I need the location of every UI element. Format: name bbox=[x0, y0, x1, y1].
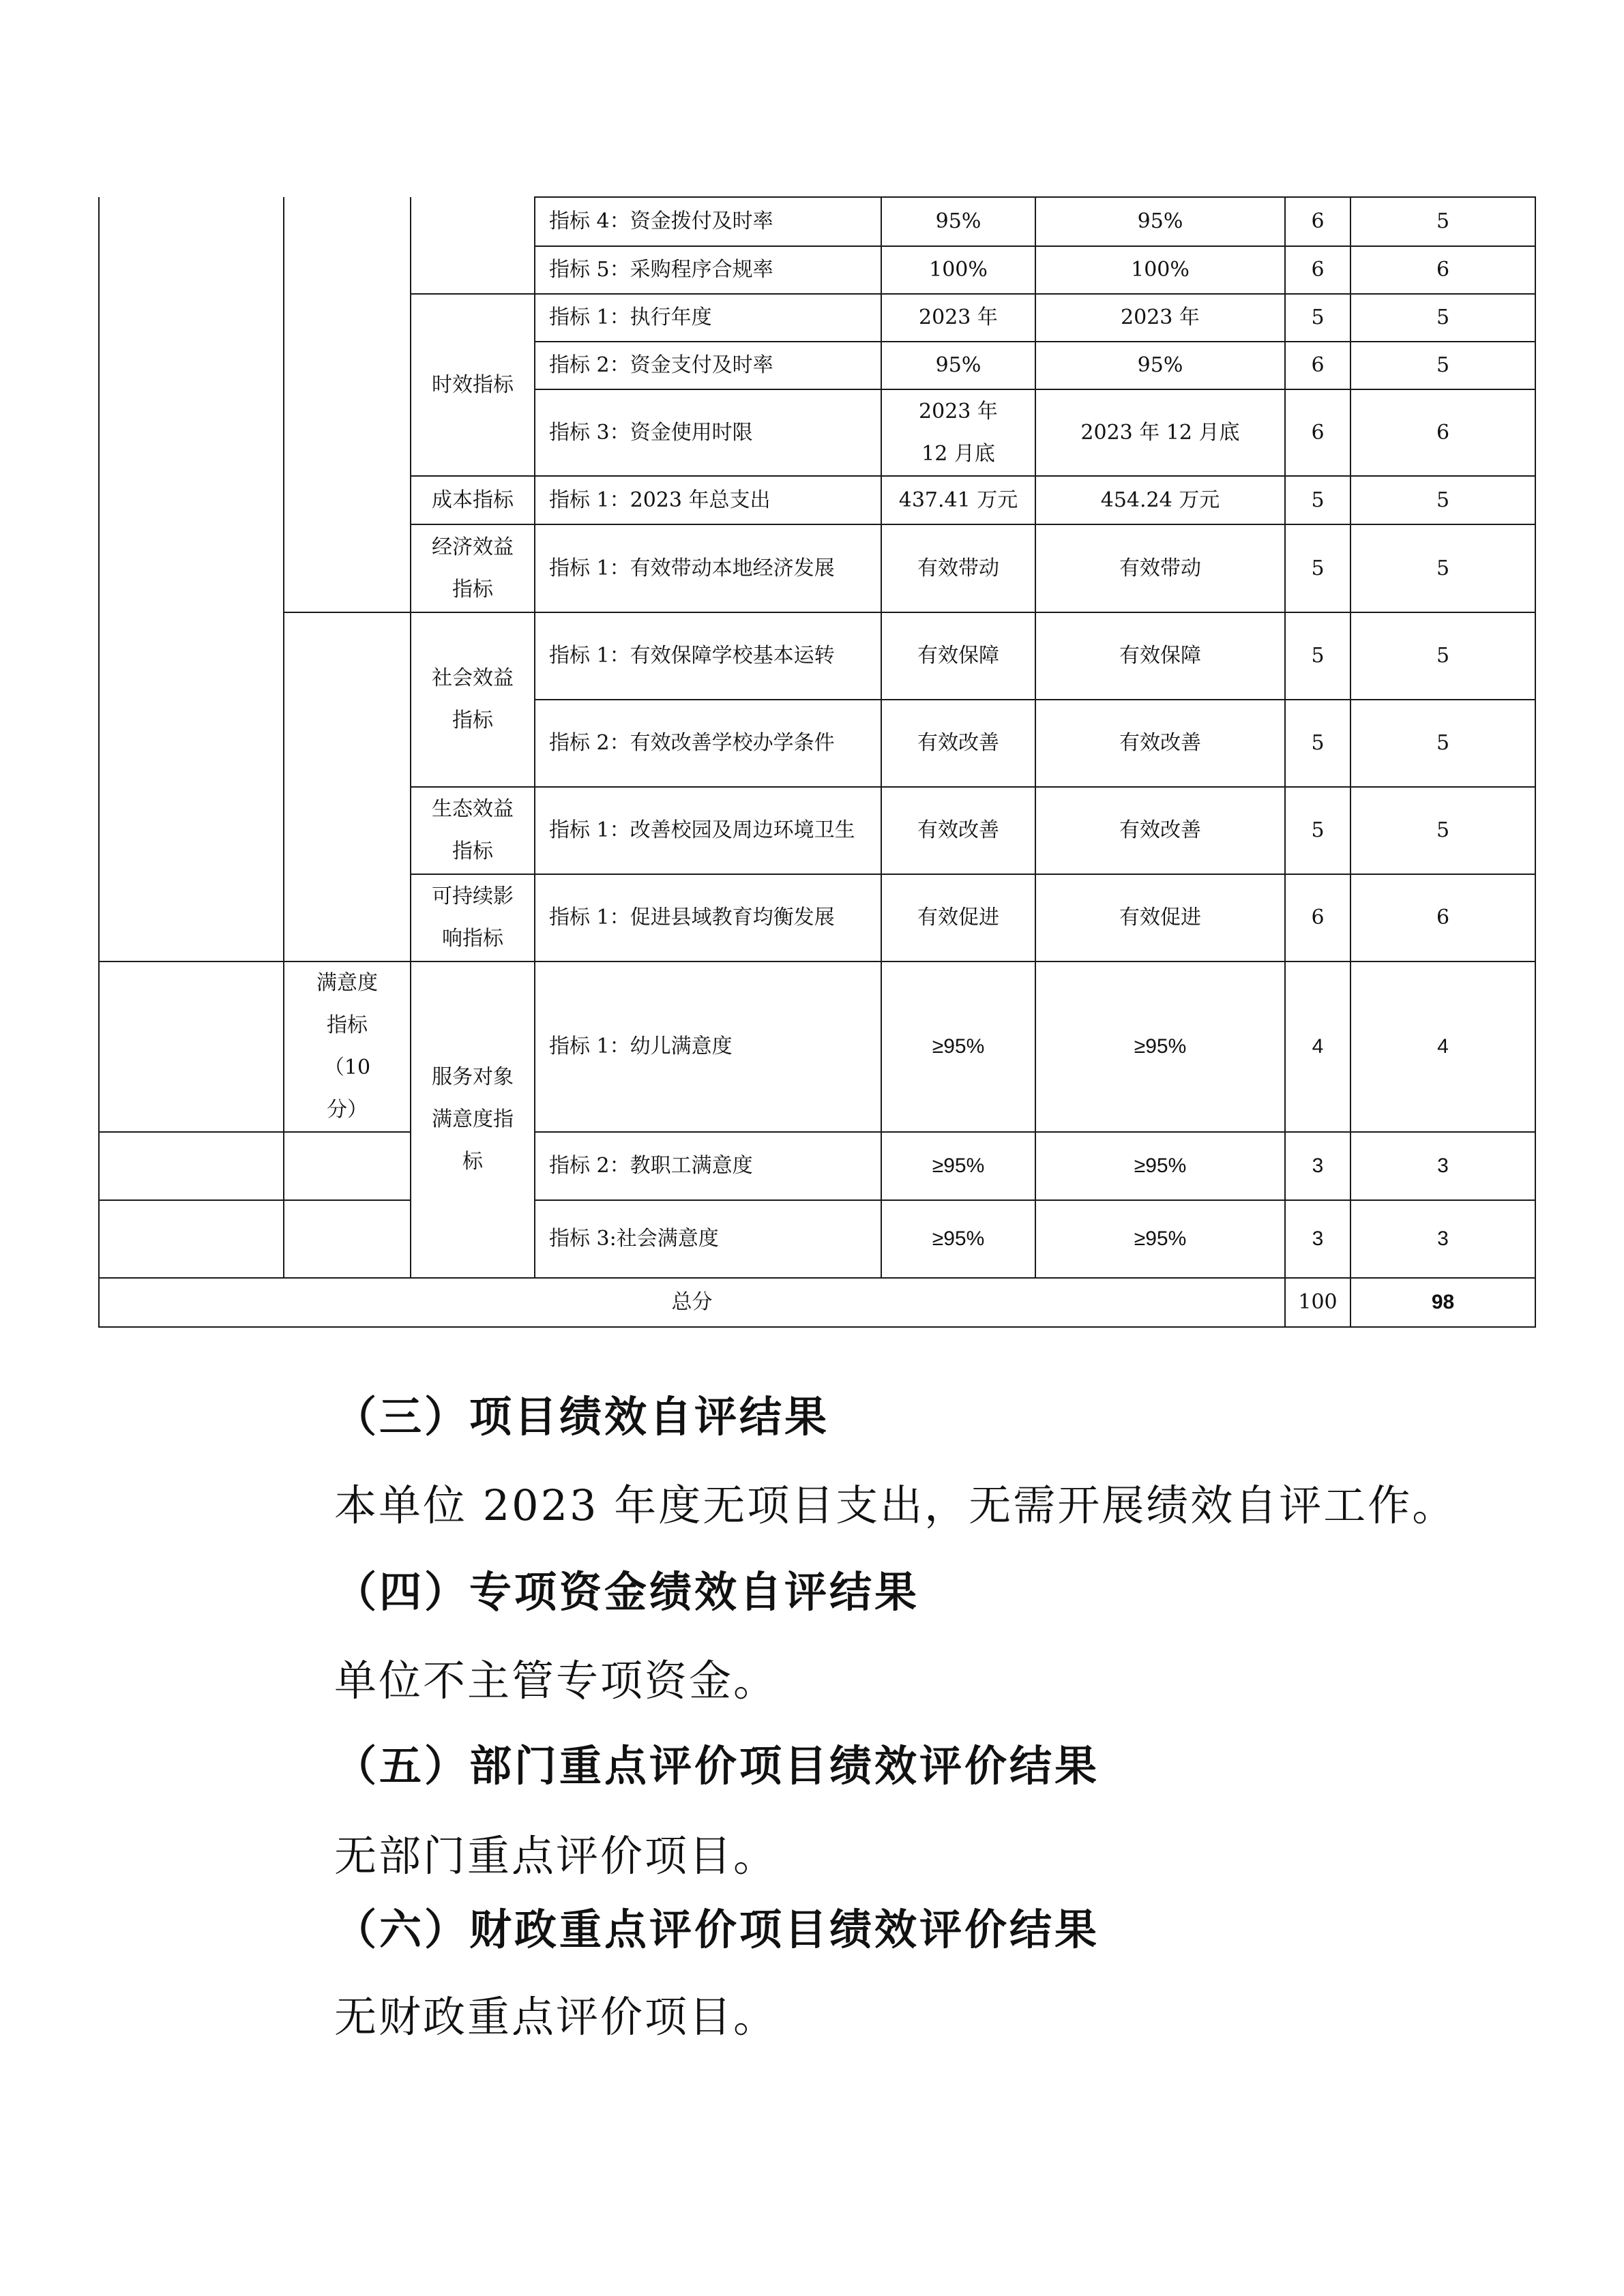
section-heading: （四）专项资金绩效自评结果 bbox=[334, 1567, 920, 1617]
target-cell: 100% bbox=[881, 246, 1035, 294]
indicator-cell: 指标 1：幼儿满意度 bbox=[535, 961, 881, 1132]
section-heading: （六）财政重点评价项目绩效评价结果 bbox=[334, 1905, 1100, 1954]
target-cell: 95% bbox=[881, 197, 1035, 246]
indicator-cell: 指标 2：教职工满意度 bbox=[535, 1132, 881, 1200]
actual-cell: 2023 年 bbox=[1035, 294, 1285, 342]
actual-cell: ≥95% bbox=[1035, 961, 1285, 1132]
score-cell: 5 bbox=[1350, 524, 1535, 612]
performance-table bbox=[98, 196, 1536, 1328]
target-cell: 2023 年 12 月底 bbox=[881, 389, 1035, 476]
total-weight: 100 bbox=[1285, 1278, 1350, 1327]
score-cell: 3 bbox=[1350, 1132, 1535, 1200]
score-cell: 6 bbox=[1350, 246, 1535, 294]
section-body: 单位不主管专项资金。 bbox=[334, 1656, 778, 1705]
sub-indicator-cell: 社会效益指标 bbox=[411, 612, 535, 787]
table-row bbox=[99, 197, 1535, 246]
score-cell: 6 bbox=[1350, 874, 1535, 961]
actual-cell: 有效促进 bbox=[1035, 874, 1285, 961]
total-row bbox=[99, 1278, 1535, 1327]
section-body: 无部门重点评价项目。 bbox=[334, 1831, 778, 1881]
section-heading: （三）项目绩效自评结果 bbox=[334, 1392, 830, 1442]
actual-cell: ≥95% bbox=[1035, 1200, 1285, 1278]
sub-indicator-cell: 经济效益指标 bbox=[411, 524, 535, 612]
score-cell: 3 bbox=[1350, 1200, 1535, 1278]
target-cell: ≥95% bbox=[881, 1132, 1035, 1200]
weight-cell: 5 bbox=[1285, 524, 1350, 612]
weight-cell: 6 bbox=[1285, 342, 1350, 389]
table-row bbox=[99, 612, 1535, 700]
score-cell: 5 bbox=[1350, 294, 1535, 342]
total-label: 总分 bbox=[99, 1278, 1285, 1327]
score-cell: 5 bbox=[1350, 612, 1535, 700]
weight-cell: 5 bbox=[1285, 476, 1350, 524]
sub-indicator-cell: 可持续影响指标 bbox=[411, 874, 535, 961]
weight-cell: 5 bbox=[1285, 294, 1350, 342]
weight-cell: 6 bbox=[1285, 197, 1350, 246]
indicator-cell: 指标 1：有效保障学校基本运转 bbox=[535, 612, 881, 700]
sub-indicator-cell: 成本指标 bbox=[411, 476, 535, 524]
target-cell: 有效保障 bbox=[881, 612, 1035, 700]
actual-cell: ≥95% bbox=[1035, 1132, 1285, 1200]
table-row bbox=[99, 1132, 1535, 1200]
score-cell: 5 bbox=[1350, 787, 1535, 874]
indicator-cell: 指标 1：促进县域教育均衡发展 bbox=[535, 874, 881, 961]
weight-cell: 6 bbox=[1285, 389, 1350, 476]
target-cell: ≥95% bbox=[881, 1200, 1035, 1278]
level1-indicator-cell: 满意度指标（10 分） bbox=[284, 961, 411, 1132]
target-cell: 有效带动 bbox=[881, 524, 1035, 612]
indicator-cell: 指标 1：执行年度 bbox=[535, 294, 881, 342]
actual-cell: 95% bbox=[1035, 342, 1285, 389]
actual-cell: 有效改善 bbox=[1035, 700, 1285, 787]
table-row bbox=[99, 961, 1535, 1132]
weight-cell: 5 bbox=[1285, 612, 1350, 700]
section-body: 无财政重点评价项目。 bbox=[334, 1992, 778, 2042]
actual-cell: 2023 年 12 月底 bbox=[1035, 389, 1285, 476]
sub-indicator-cell: 服务对象满意度指标 bbox=[411, 961, 535, 1278]
score-cell: 5 bbox=[1350, 197, 1535, 246]
weight-cell: 4 bbox=[1285, 961, 1350, 1132]
score-cell: 5 bbox=[1350, 342, 1535, 389]
table-row bbox=[99, 1200, 1535, 1278]
target-cell: ≥95% bbox=[881, 961, 1035, 1132]
score-cell: 6 bbox=[1350, 389, 1535, 476]
section-body: 本单位 2023 年度无项目支出，无需开展绩效自评工作。 bbox=[334, 1480, 1457, 1530]
sub-indicator-cell: 生态效益指标 bbox=[411, 787, 535, 874]
weight-cell: 5 bbox=[1285, 700, 1350, 787]
total-score: 98 bbox=[1350, 1278, 1535, 1327]
weight-cell: 6 bbox=[1285, 874, 1350, 961]
target-cell: 2023 年 bbox=[881, 294, 1035, 342]
weight-cell: 6 bbox=[1285, 246, 1350, 294]
indicator-cell: 指标 3:社会满意度 bbox=[535, 1200, 881, 1278]
weight-cell: 5 bbox=[1285, 787, 1350, 874]
weight-cell: 3 bbox=[1285, 1200, 1350, 1278]
target-cell: 437.41 万元 bbox=[881, 476, 1035, 524]
indicator-cell: 指标 1：2023 年总支出 bbox=[535, 476, 881, 524]
actual-cell: 有效保障 bbox=[1035, 612, 1285, 700]
sub-indicator-cell: 时效指标 bbox=[411, 294, 535, 476]
indicator-cell: 指标 2：有效改善学校办学条件 bbox=[535, 700, 881, 787]
section-heading: （五）部门重点评价项目绩效评价结果 bbox=[334, 1741, 1100, 1791]
indicator-cell: 指标 5：采购程序合规率 bbox=[535, 246, 881, 294]
indicator-cell: 指标 1：改善校园及周边环境卫生 bbox=[535, 787, 881, 874]
actual-cell: 454.24 万元 bbox=[1035, 476, 1285, 524]
target-cell: 95% bbox=[881, 342, 1035, 389]
score-cell: 5 bbox=[1350, 476, 1535, 524]
weight-cell: 3 bbox=[1285, 1132, 1350, 1200]
score-cell: 5 bbox=[1350, 700, 1535, 787]
target-cell: 有效改善 bbox=[881, 700, 1035, 787]
target-cell: 有效改善 bbox=[881, 787, 1035, 874]
indicator-cell: 指标 1：有效带动本地经济发展 bbox=[535, 524, 881, 612]
target-cell: 有效促进 bbox=[881, 874, 1035, 961]
actual-cell: 95% bbox=[1035, 197, 1285, 246]
indicator-cell: 指标 4：资金拨付及时率 bbox=[535, 197, 881, 246]
indicator-cell: 指标 2：资金支付及时率 bbox=[535, 342, 881, 389]
score-cell: 4 bbox=[1350, 961, 1535, 1132]
actual-cell: 有效带动 bbox=[1035, 524, 1285, 612]
indicator-cell: 指标 3：资金使用时限 bbox=[535, 389, 881, 476]
actual-cell: 100% bbox=[1035, 246, 1285, 294]
actual-cell: 有效改善 bbox=[1035, 787, 1285, 874]
